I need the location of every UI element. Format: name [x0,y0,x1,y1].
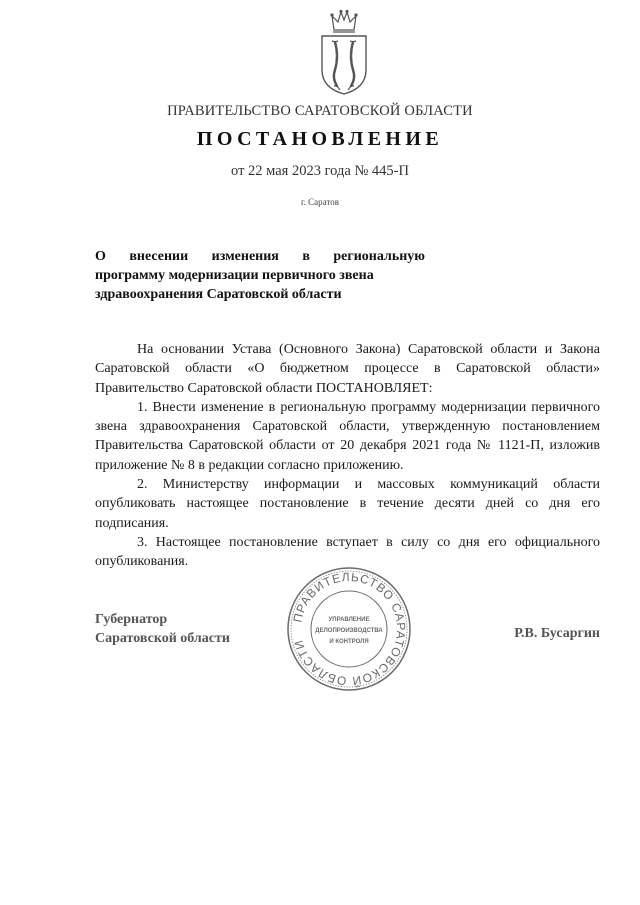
signatory-name: Р.В. Бусаргин [514,626,600,641]
government-name: ПРАВИТЕЛЬСТВО САРАТОВСКОЙ ОБЛАСТИ [167,103,473,119]
subject-line: О внесении изменения в региональную [95,249,425,264]
body-paragraph: 1. Внести изменение в региональную программу модернизации первичного звена здравоохранения Саратовской области, утвержденную постановлением Правительства Саратовской области от 20 декабря 2021 года № 1121-П, изложив приложение № 8 в редакции согласно приложению. [95,399,600,473]
subject-line: здравоохранения Саратовской области [95,287,342,302]
document-subject [95,247,425,304]
seal-inner-text: И КОНТРОЛЯ [329,639,369,645]
signatory-position-line: Губернатор [95,612,168,627]
document-date-number: от 22 мая 2023 года № 445-П [231,163,409,179]
document-type: ПОСТАНОВЛЕНИЕ [196,128,444,150]
body-paragraph: 3. Настоящее постановление вступает в силу со дня его официального опубликования. [95,534,600,570]
body-paragraph: На основании Устава (Основного Закона) Саратовской области и Закона Саратовской области «О бюджетном процессе в Саратовской области» Правительство Саратовской области ПОСТАНОВЛЯЕТ: [95,342,600,396]
saratov-coat-of-arms-icon [318,8,370,96]
document-body [95,340,600,572]
signatory-position-line: Саратовской области [95,631,230,646]
subject-line: программу модернизации первичного звена [95,268,374,283]
seal-outer-text: ПРАВИТЕЛЬСТВО САРАТОВСКОЙ ОБЛАСТИ [290,569,409,689]
body-paragraph: 2. Министерству информации и массовых коммуникаций области опубликовать настоящее постановление в течение десяти дней со дня его подписания. [95,477,600,531]
seal-inner-text: УПРАВЛЕНИЕ [328,617,370,623]
official-seal [286,566,412,692]
document-city: г. Саратов [301,197,339,207]
signatory-position [95,610,295,648]
seal-inner-text: ДЕЛОПРОИЗВОДСТВА [315,628,383,634]
